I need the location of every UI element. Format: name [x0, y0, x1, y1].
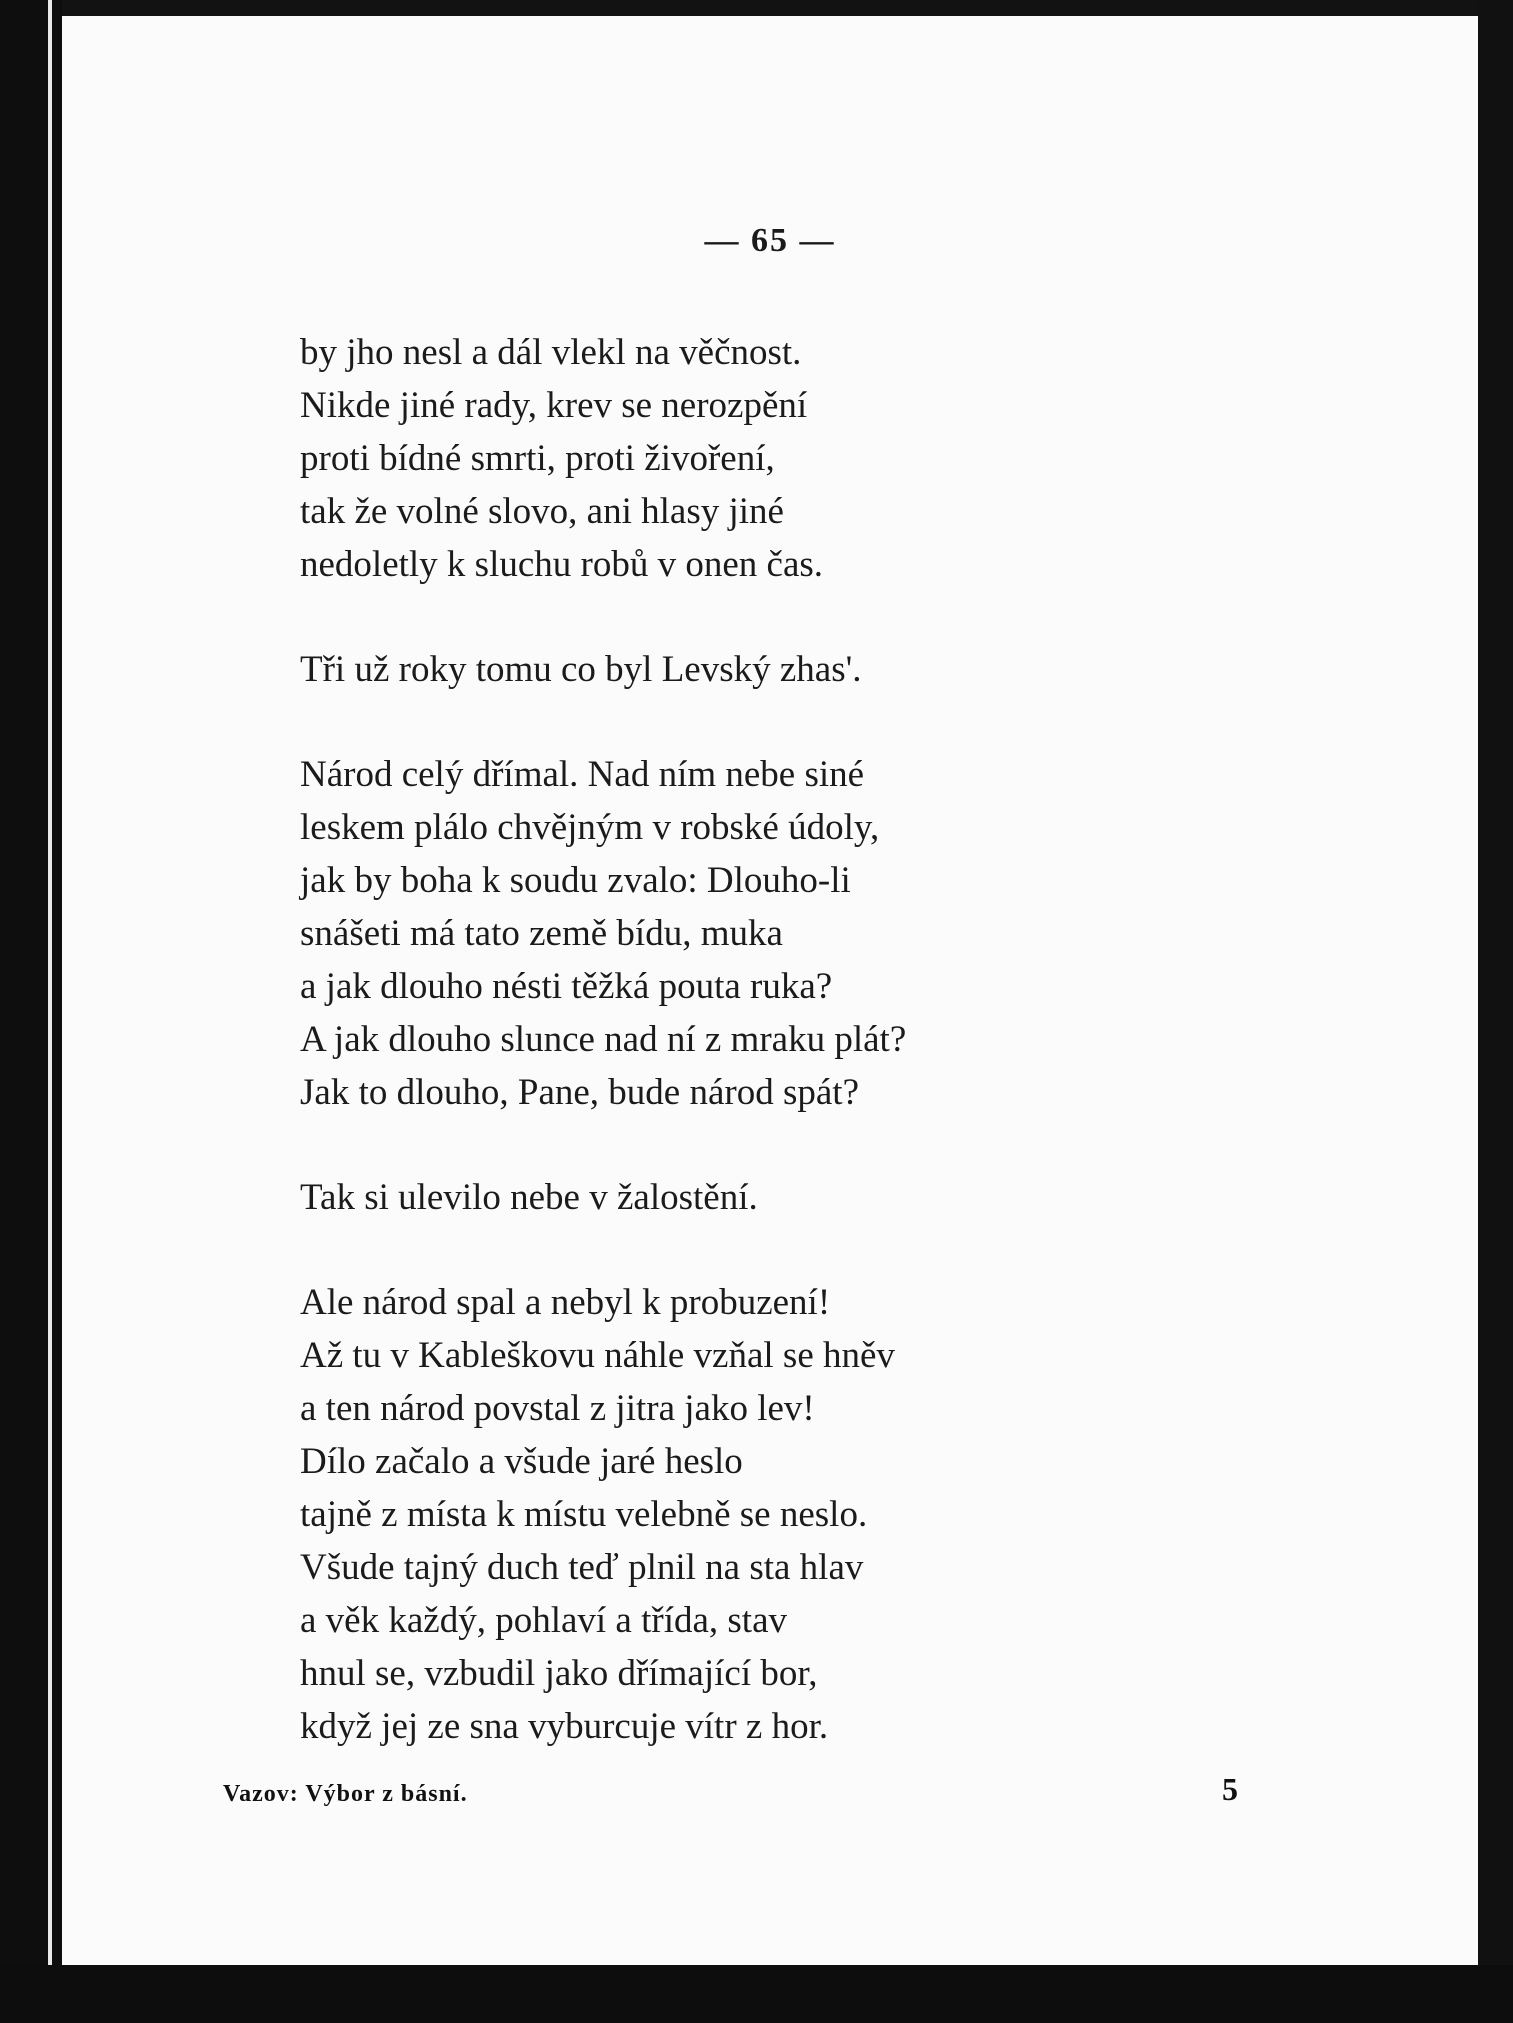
page-number: — 65 —: [704, 222, 836, 259]
poem-text: [300, 326, 1360, 1805]
poem-line: a ten národ povstal z jitra jako lev!: [300, 1388, 815, 1429]
book-page: [62, 16, 1478, 1965]
poem-line: A jak dlouho slunce nad ní z mraku plát?: [300, 1019, 907, 1060]
scan-frame-top: [0, 0, 1513, 16]
stanza: [300, 748, 1360, 1119]
poem-line: a věk každý, pohlaví a třída, stav: [300, 1600, 787, 1641]
poem-line: nedoletly k sluchu robů v onen čas.: [300, 544, 824, 585]
scan-frame-left: [0, 0, 62, 2023]
stanza: [300, 643, 1360, 696]
poem-line: Nikde jiné rady, krev se nerozpění: [300, 385, 808, 426]
stanza: [300, 1276, 1360, 1753]
poem-line: proti bídné smrti, proti živoření,: [300, 438, 775, 479]
poem-line: a jak dlouho nésti těžká pouta ruka?: [300, 966, 833, 1007]
poem-line: Ale národ spal a nebyl k probuzení!: [300, 1282, 831, 1323]
poem-line: když jej ze sna vyburcuje vítr z hor.: [300, 1706, 829, 1747]
poem-line: tajně z místa k místu velebně se neslo.: [300, 1494, 868, 1535]
poem-line: Všude tajný duch teď plnil na sta hlav: [300, 1547, 864, 1588]
footer-signature-mark: 5: [1222, 1771, 1238, 1807]
scan-frame-bottom: [0, 1965, 1513, 2023]
poem-line: Dílo začalo a všude jaré heslo: [300, 1441, 743, 1482]
poem-line: Až tu v Kableškovu náhle vzňal se hněv: [300, 1335, 895, 1376]
poem-line: Jak to dlouho, Pane, bude národ spát?: [300, 1072, 859, 1113]
poem-line: tak že volné slovo, ani hlasy jiné: [300, 491, 784, 532]
scan-frame-right: [1478, 0, 1513, 2023]
poem-line: jak by boha k soudu zvalo: Dlouho-li: [300, 860, 851, 901]
poem-line: by jho nesl a dál vlekl na věčnost.: [300, 332, 802, 373]
stanza: [300, 326, 1360, 591]
poem-line: Tři už roky tomu co byl Levský zhas'.: [300, 649, 862, 690]
stanza: [300, 1171, 1360, 1224]
poem-line: snášeti má tato země bídu, muka: [300, 913, 783, 954]
poem-line: hnul se, vzbudil jako dřímající bor,: [300, 1653, 818, 1694]
scan-frame-left-edge: [48, 0, 52, 2023]
poem-line: Tak si ulevilo nebe v žalostění.: [300, 1177, 758, 1218]
poem-line: leskem plálo chvějným v robské údoly,: [300, 807, 880, 848]
poem-line: Národ celý dřímal. Nad ním nebe siné: [300, 754, 865, 795]
footer-book-title: Vazov: Výbor z básní.: [223, 1781, 468, 1807]
